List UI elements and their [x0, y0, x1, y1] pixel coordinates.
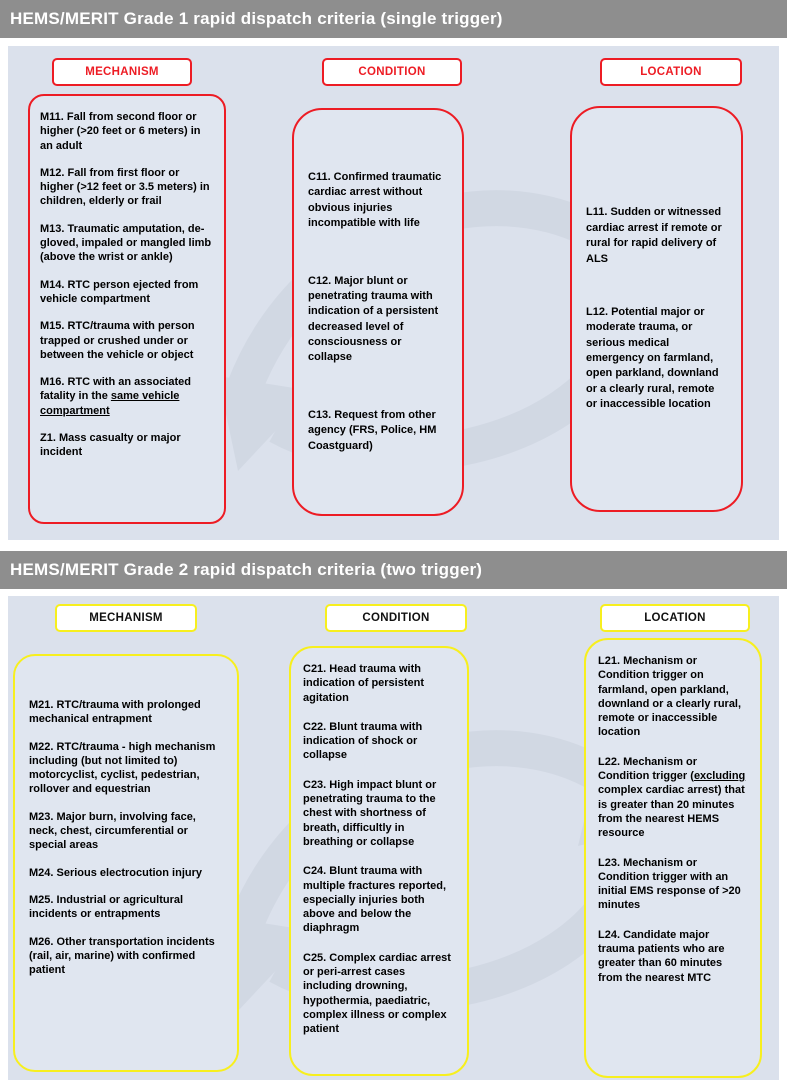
criteria-item: C25. Complex cardiac arrest or peri-arrest cases including drowning, hypothermia, paediatric, complex illness or complex patient: [303, 951, 451, 1036]
criteria-item: L11. Sudden or witnessed cardiac arrest if remote or rural for rapid delivery of ALS: [586, 206, 722, 265]
criteria-item: M24. Serious electrocution injury: [29, 866, 202, 879]
grade2-location-box: [584, 638, 762, 1078]
criteria-item: M13. Traumatic amputation, de-gloved, impaled or mangled limb (above the wrist or ankle): [40, 222, 212, 264]
criteria-item: L24. Candidate major trauma patients who are greater than 60 minutes from the nearest MTC: [598, 928, 725, 984]
grade1-mechanism-box: [28, 94, 226, 524]
grade2-section-title: HEMS/MERIT Grade 2 rapid dispatch criteria (two trigger): [0, 551, 787, 589]
criteria-item: C22. Blunt trauma with indication of shock or collapse: [303, 720, 423, 762]
criteria-item-underline: excluding: [693, 770, 746, 783]
criteria-item-underline: same vehicle compartment: [40, 390, 180, 417]
grade2-condition-box: [289, 646, 469, 1076]
criteria-item: M22. RTC/trauma - high mechanism including (but not limited to) motorcyclist, cyclist, pedestrian, rollover and equestrian: [29, 740, 216, 796]
grade1-panel: [8, 46, 779, 540]
criteria-item: C21. Head trauma with indication of persistent agitation: [303, 663, 425, 704]
column-header-mechanism: MECHANISM: [52, 58, 192, 86]
criteria-item: L12. Potential major or moderate trauma, or serious medical emergency on farmland, open parkland, downland or a clearly rural, remote or inaccessible location: [586, 305, 719, 411]
criteria-item: Z1. Mass casualty or major incident: [40, 432, 181, 459]
grade2-panel: [8, 596, 779, 1080]
criteria-item: [598, 755, 748, 841]
criteria-item: M12. Fall from first floor or higher (>12 feet or 3.5 meters) in children, elderly or frail: [40, 166, 210, 208]
criteria-item: C23. High impact blunt or penetrating trauma to the chest with shortness of breath, difficultly in breathing or collapse: [303, 778, 437, 848]
grade2-mechanism-box: [13, 654, 239, 1072]
column-header-condition: CONDITION: [322, 58, 462, 86]
criteria-item: L21. Mechanism or Condition trigger on farmland, open parkland, downland or a clearly rural, remote or inaccessible location: [598, 655, 742, 739]
criteria-item-text: L22. Mechanism or Condition trigger (: [598, 755, 698, 783]
criteria-item: M23. Major burn, involving face, neck, chest, circumferential or special areas: [29, 810, 196, 852]
criteria-item: C24. Blunt trauma with multiple fractures reported, especially injuries both above and below the diaphragm: [303, 865, 447, 935]
criteria-item: M25. Industrial or agricultural incidents or entrapments: [29, 893, 184, 921]
criteria-item: M26. Other transportation incidents (rail, air, marine) with confirmed patient: [29, 935, 215, 977]
grade1-location-box: [570, 106, 743, 512]
criteria-item: C12. Major blunt or penetrating trauma with indication of a persistent decreased level of consciousness or collapse: [308, 274, 439, 364]
grade1-condition-box: [292, 108, 464, 516]
criteria-item: M15. RTC/trauma with person trapped or crushed under or between the vehicle or object: [40, 320, 195, 361]
criteria-item: M14. RTC person ejected from vehicle compartment: [40, 278, 199, 305]
column-header-location: LOCATION: [600, 604, 750, 632]
criteria-item: C11. Confirmed traumatic cardiac arrest without obvious injuries incompatible with life: [308, 170, 442, 230]
criteria-item: C13. Request from other agency (FRS, Police, HM Coastguard): [308, 408, 437, 452]
criteria-item: M11. Fall from second floor or higher (>20 feet or 6 meters) in an adult: [40, 111, 201, 152]
column-header-condition: CONDITION: [325, 604, 467, 632]
grade1-section-title: HEMS/MERIT Grade 1 rapid dispatch criteria (single trigger): [0, 0, 787, 38]
column-header-mechanism: MECHANISM: [55, 604, 197, 632]
column-header-location: LOCATION: [600, 58, 742, 86]
criteria-item: M21. RTC/trauma with prolonged mechanical entrapment: [29, 699, 201, 726]
criteria-item-text: M16. RTC with an associated fatality in the: [40, 376, 191, 403]
criteria-item: [40, 375, 214, 418]
criteria-item-text: complex cardiac arrest) that is greater than 20 minutes from the nearest HEMS resource: [598, 784, 745, 840]
criteria-item: L23. Mechanism or Condition trigger with an initial EMS response of >20 minutes: [598, 856, 741, 912]
